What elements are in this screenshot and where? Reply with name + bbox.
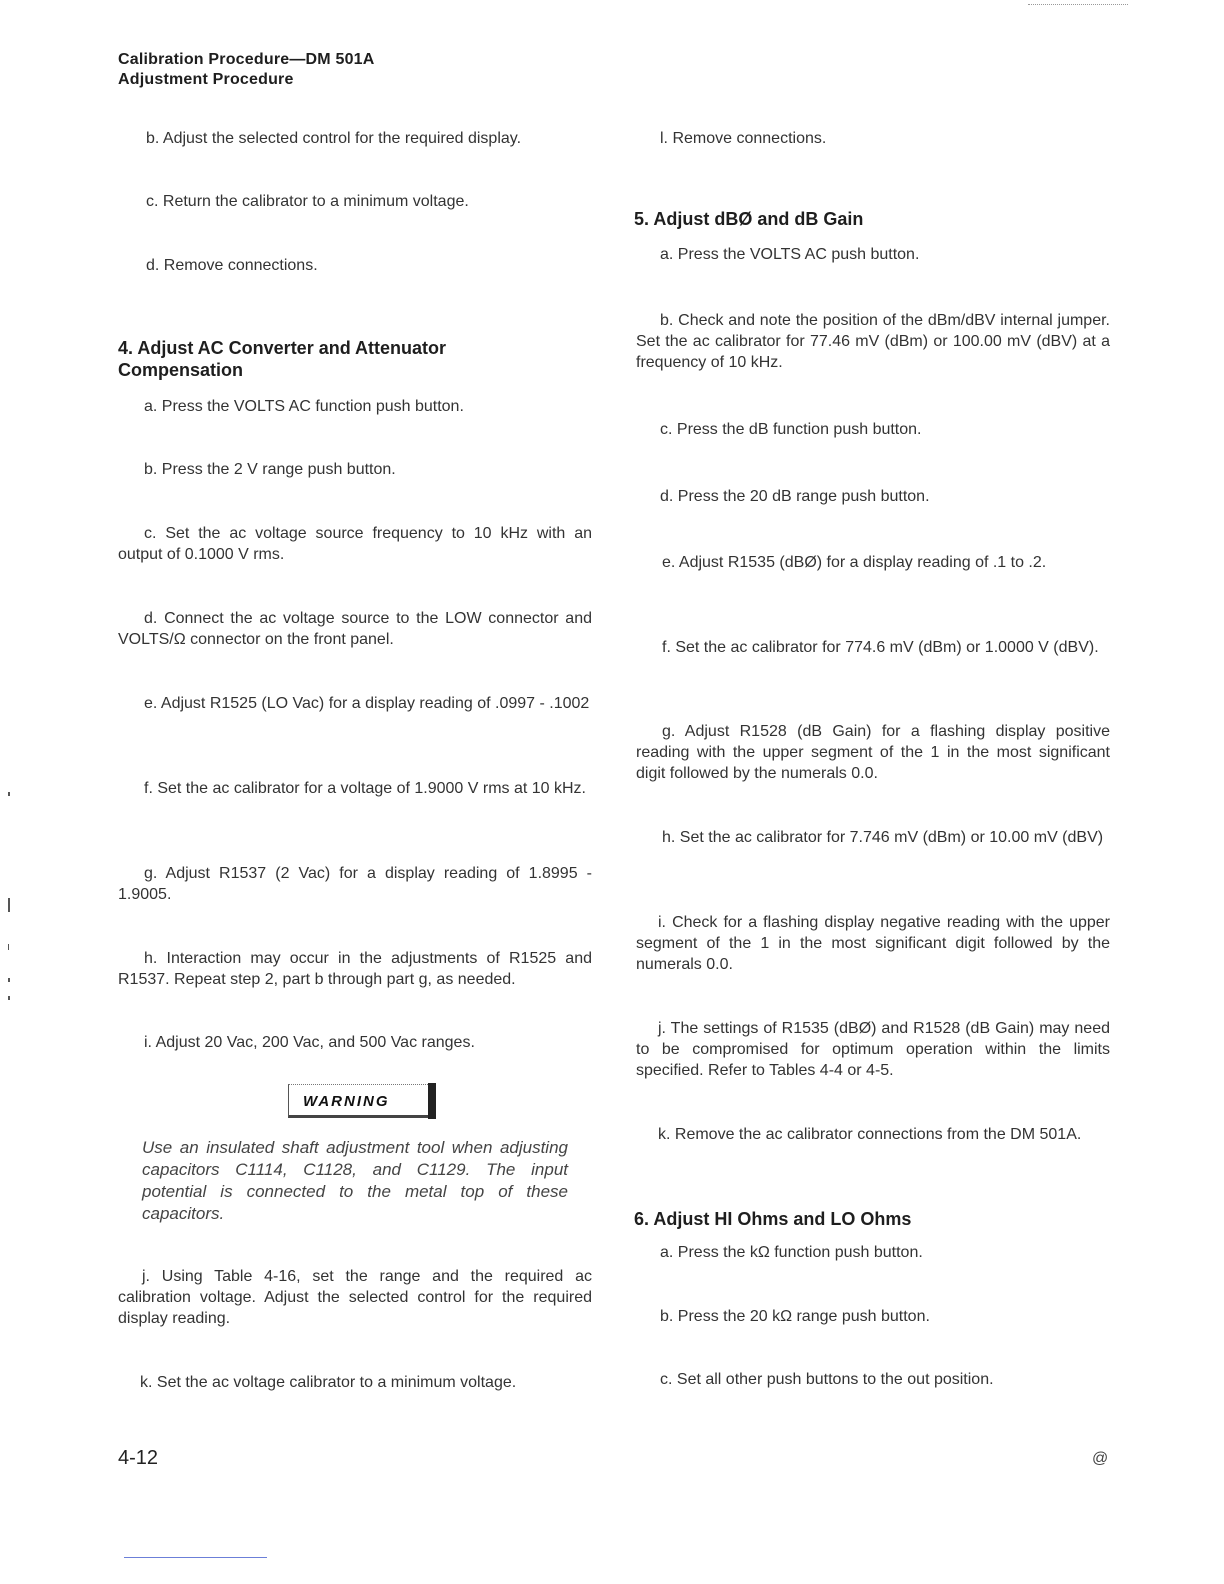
heading-step-6: 6. Adjust HI Ohms and LO Ohms <box>634 1209 912 1229</box>
warning-label: WARNING <box>303 1093 390 1110</box>
margin-mark <box>8 792 10 796</box>
margin-mark <box>8 898 10 912</box>
step-6b: b. Press the 20 kΩ range push button. <box>660 1308 930 1325</box>
warning-box <box>288 1084 428 1118</box>
header-title: Calibration Procedure—DM 501A <box>118 51 375 68</box>
heading-step-5: 5. Adjust dBØ and dB Gain <box>634 209 864 229</box>
warning-text: Use an insulated shaft adjustment tool when adjusting capacitors C1114, C1128, and C1129. The input potential is connected to the metal top of these capacitors. <box>142 1138 568 1223</box>
page-header <box>118 50 375 90</box>
step-4g: g. Adjust R1537 (2 Vac) for a display reading of 1.8995 - 1.9005. <box>118 865 592 903</box>
heading-step-4: 4. Adjust AC Converter and Attenuator Compensation <box>118 338 447 380</box>
step-5h: h. Set the ac calibrator for 7.746 mV (dBm) or 10.00 mV (dBV) <box>662 829 1104 846</box>
page-number: 4-12 <box>118 1447 159 1469</box>
step-4c: c. Set the ac voltage source frequency to 10 kHz with an output of 0.1000 V rms. <box>118 525 592 563</box>
margin-mark <box>8 944 9 950</box>
step-5c: c. Press the dB function push button. <box>660 421 922 438</box>
step-5a: a. Press the VOLTS AC push button. <box>660 246 920 263</box>
step-5e: e. Adjust R1535 (dBØ) for a display reading of .1 to .2. <box>662 554 1047 571</box>
step-5i: i. Check for a flashing display negative reading with the upper segment of the 1 in the most significant digit followed by the numerals 0.0. <box>636 914 1110 973</box>
step-5j: j. The settings of R1535 (dBØ) and R1528 (dB Gain) may need to be compromised for optimum operation within the limits specified. Refer to Tables 4-4 or 4-5. <box>636 1020 1110 1079</box>
step-4j: j. Using Table 4-16, set the range and the required ac calibration voltage. Adjust the selected control for the required display reading. <box>118 1268 592 1327</box>
step-4l: l. Remove connections. <box>660 130 827 147</box>
step-4d: d. Connect the ac voltage source to the LOW connector and VOLTS/Ω connector on the front panel. <box>118 610 592 648</box>
step-6a: a. Press the kΩ function push button. <box>660 1244 923 1261</box>
publisher-mark: @ <box>1092 1450 1109 1467</box>
step-4e: e. Adjust R1525 (LO Vac) for a display reading of .0997 - .1002 <box>144 695 590 712</box>
step-5k: k. Remove the ac calibrator connections from the DM 501A. <box>658 1126 1082 1143</box>
step-6c: c. Set all other push buttons to the out position. <box>660 1371 994 1388</box>
step-5b: b. Check and note the position of the dBm/dBV internal jumper. Set the ac calibrator for 77.46 mV (dBm) or 100.00 mV (dBV) at a frequency of 10 kHz. <box>636 312 1110 371</box>
step-4i: i. Adjust 20 Vac, 200 Vac, and 500 Vac ranges. <box>144 1034 475 1051</box>
step-4f: f. Set the ac calibrator for a voltage of 1.9000 V rms at 10 kHz. <box>144 780 586 797</box>
step-4a: a. Press the VOLTS AC function push button. <box>144 398 464 415</box>
step-5g: g. Adjust R1528 (dB Gain) for a flashing display positive reading with the upper segment of the 1 in the most significant digit followed by the numerals 0.0. <box>636 723 1110 782</box>
top-dotted-rule <box>1028 4 1128 5</box>
step-3d: d. Remove connections. <box>146 257 318 274</box>
step-4k: k. Set the ac voltage calibrator to a minimum voltage. <box>140 1374 517 1391</box>
step-3b: b. Adjust the selected control for the required display. <box>146 130 522 147</box>
step-3c: c. Return the calibrator to a minimum voltage. <box>146 193 469 210</box>
margin-mark <box>8 978 10 982</box>
step-5f: f. Set the ac calibrator for 774.6 mV (dBm) or 1.0000 V (dBV). <box>662 639 1099 656</box>
step-4h: h. Interaction may occur in the adjustments of R1525 and R1537. Repeat step 2, part b through part g, as needed. <box>118 950 592 988</box>
step-5d: d. Press the 20 dB range push button. <box>660 488 930 505</box>
margin-mark <box>8 996 10 1000</box>
header-subtitle: Adjustment Procedure <box>118 71 294 88</box>
step-4b: b. Press the 2 V range push button. <box>144 461 396 478</box>
footer-rule <box>124 1557 267 1558</box>
